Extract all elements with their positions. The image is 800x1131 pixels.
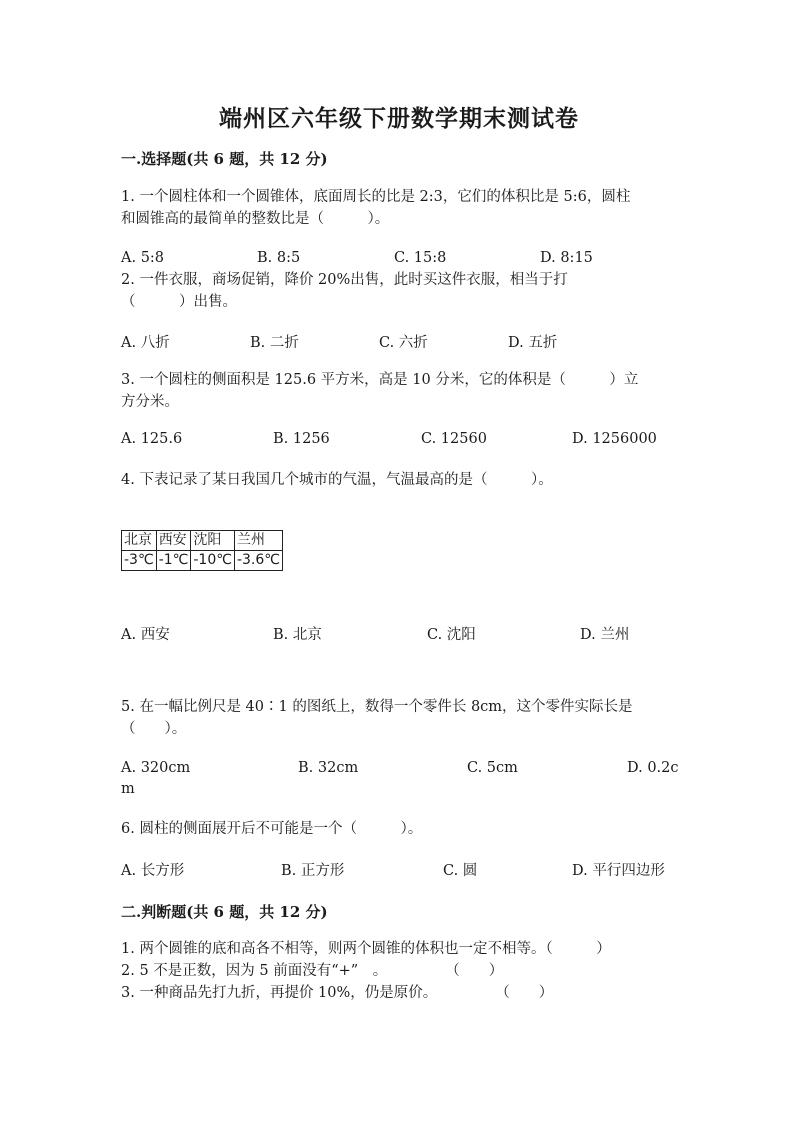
- judge-question-3: 3. 一种商品先打九折，再提价 10%，仍是原价。 （ ）: [121, 985, 554, 1001]
- question-4-line-1: 4. 下表记录了某日我国几个城市的气温，气温最高的是（ ）。: [121, 472, 553, 488]
- judge-question-2: 2. 5 不是正数，因为 5 前面没有“+” 。 （ ）: [121, 963, 504, 979]
- section-heading-judge: 二.判断题(共 6 题，共 12 分): [121, 903, 328, 921]
- table-row: [122, 531, 283, 551]
- question-1-option-c: C. 15:8: [394, 250, 447, 266]
- question-4-option-d: D. 兰州: [580, 627, 630, 643]
- question-6-option-c: C. 圆: [443, 863, 478, 879]
- table-cell-temp: -1℃: [156, 551, 191, 571]
- question-5-option-b: B. 32cm: [298, 760, 359, 776]
- question-3-option-d: D. 1256000: [572, 431, 657, 447]
- question-6-option-b: B. 正方形: [281, 863, 345, 879]
- judge-question-1: 1. 两个圆锥的底和高各不相等，则两个圆锥的体积也一定不相等。（ ）: [121, 941, 611, 957]
- question-2-option-a: A. 八折: [121, 335, 170, 351]
- question-1-option-a: A. 5:8: [121, 250, 165, 266]
- section-heading-choice: 一.选择题(共 6 题，共 12 分): [121, 150, 328, 168]
- question-6-option-a: A. 长方形: [121, 863, 185, 879]
- table-cell-city: 北京: [122, 531, 157, 551]
- question-6-option-d: D. 平行四边形: [572, 863, 665, 879]
- question-1-line-1: 1. 一个圆柱体和一个圆锥体，底面周长的比是 2:3，它们的体积比是 5:6，圆柱: [121, 189, 631, 205]
- question-4-option-a: A. 西安: [121, 627, 170, 643]
- question-2-line-2: （ ）出售。: [121, 294, 237, 310]
- table-cell-temp: -3℃: [122, 551, 157, 571]
- question-3-option-a: A. 125.6: [121, 431, 183, 447]
- question-3-option-b: B. 1256: [273, 431, 330, 447]
- question-2-line-1: 2. 一件衣服，商场促销，降价 20%出售，此时买这件衣服，相当于打: [121, 272, 568, 288]
- question-1-option-d: D. 8:15: [540, 250, 593, 266]
- question-2-option-b: B. 二折: [250, 335, 299, 351]
- page-title: 端州区六年级下册数学期末测试卷: [219, 105, 579, 132]
- question-5-option-a: A. 320cm: [121, 760, 191, 776]
- question-3-line-2: 方分米。: [121, 394, 179, 410]
- table-cell-city: 兰州: [234, 531, 282, 551]
- question-1-option-b: B. 8:5: [257, 250, 301, 266]
- question-5-option-c: C. 5cm: [467, 760, 518, 776]
- table-row: [122, 551, 283, 571]
- question-1-line-2: 和圆锥高的最简单的整数比是（ ）。: [121, 211, 390, 227]
- question-2-option-d: D. 五折: [508, 335, 558, 351]
- question-4-option-b: B. 北京: [273, 627, 322, 643]
- table-cell-temp: -10℃: [191, 551, 235, 571]
- question-2-option-c: C. 六折: [379, 335, 428, 351]
- table-cell-city: 沈阳: [191, 531, 235, 551]
- question-3-line-1: 3. 一个圆柱的侧面积是 125.6 平方米，高是 10 分米，它的体积是（ ）立: [121, 372, 639, 388]
- question-3-option-c: C. 12560: [421, 431, 487, 447]
- question-6-line-1: 6. 圆柱的侧面展开后不可能是一个（ ）。: [121, 821, 423, 837]
- question-4-option-c: C. 沈阳: [427, 627, 476, 643]
- question-5-option-d: D. 0.2c: [627, 760, 679, 776]
- question-5-line-2: （ ）。: [121, 721, 187, 737]
- table-cell-city: 西安: [156, 531, 191, 551]
- temperature-table: [121, 530, 283, 571]
- question-5-line-1: 5. 在一幅比例尺是 40∶1 的图纸上，数得一个零件长 8cm，这个零件实际长是: [121, 699, 633, 715]
- table-cell-temp: -3.6℃: [234, 551, 282, 571]
- question-5-option-d-wrap: m: [121, 781, 135, 797]
